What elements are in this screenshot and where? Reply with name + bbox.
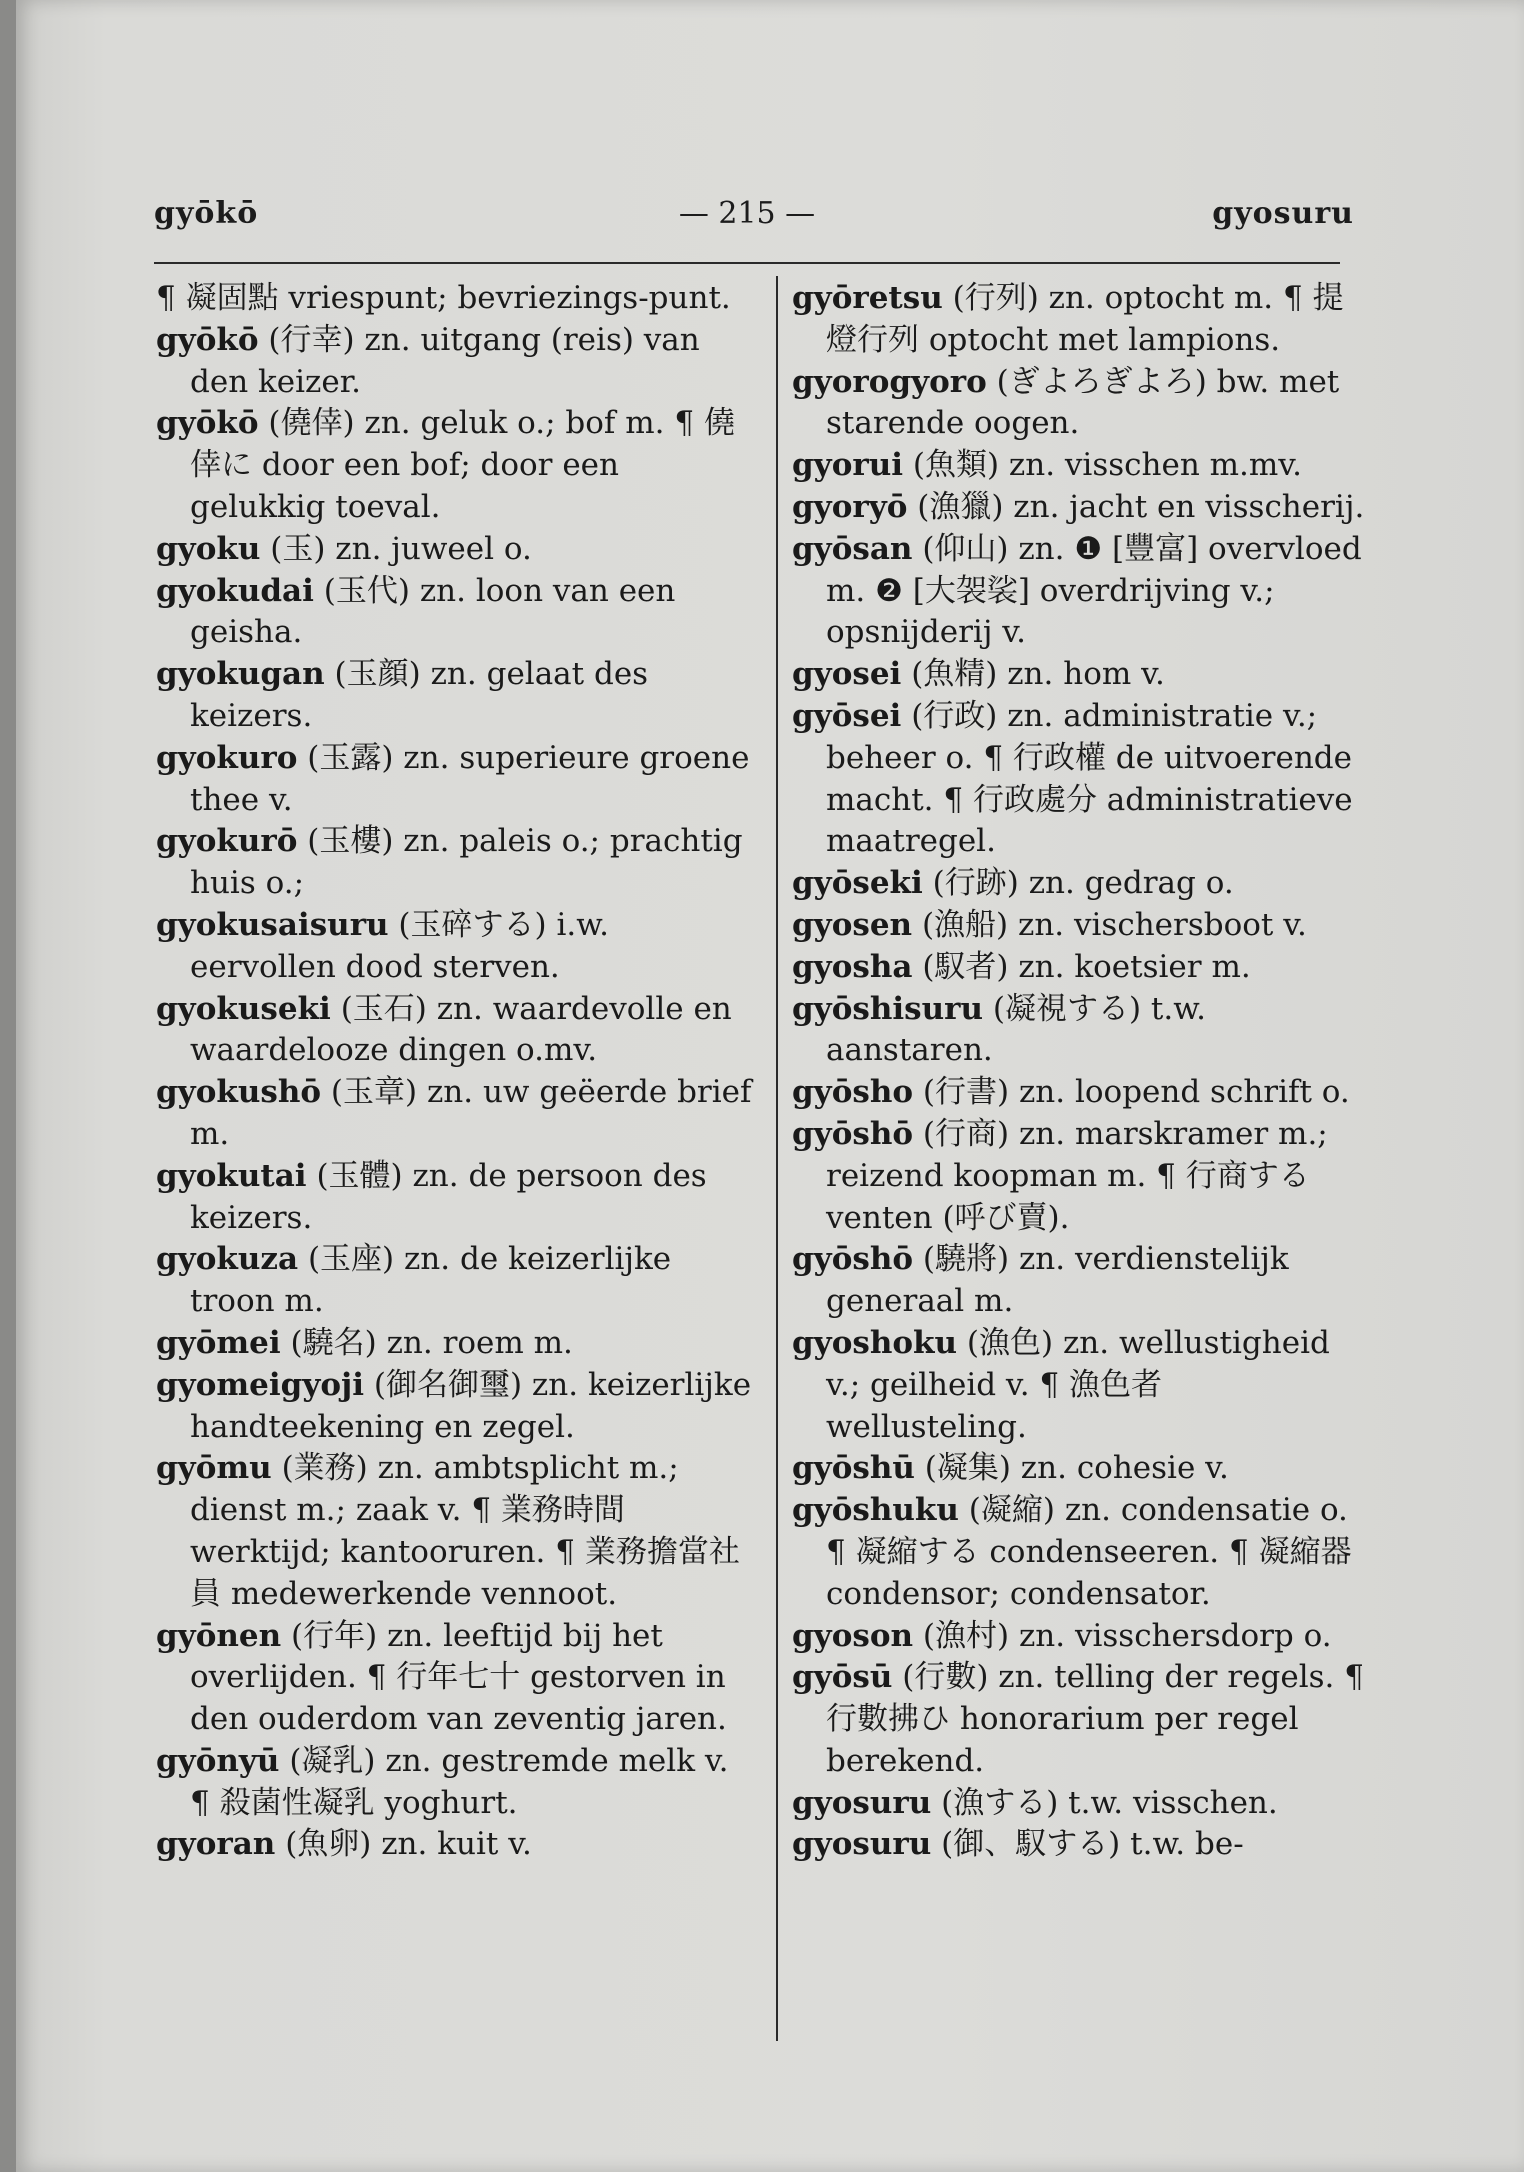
definition: (凝乳) zn. gestremde melk v. ¶ 殺菌性凝乳 yoghurt. — [190, 1742, 729, 1821]
headword: gyosuru — [792, 1826, 932, 1863]
definition: (驍將) zn. verdienstelijk generaal m. — [826, 1241, 1289, 1320]
dictionary-entry — [792, 529, 1367, 654]
definition: (行幸) zn. uitgang (reis) van den keizer. — [190, 321, 700, 400]
headword: gyōseki — [792, 865, 923, 902]
page-number: — 215 — — [678, 196, 816, 231]
dictionary-entry — [156, 403, 756, 528]
definition: (行列) zn. optocht m. ¶ 提燈行列 optocht met lampions. — [826, 280, 1344, 358]
headword: gyokurō — [156, 823, 298, 860]
page-header — [140, 196, 1354, 242]
definition: (凝集) zn. cohesie v. — [924, 1450, 1229, 1487]
header-right-guideword: gyosuru — [1212, 196, 1354, 231]
dictionary-entry — [156, 1072, 756, 1156]
definition: (玉樓) zn. paleis o.; prachtig huis o.; — [190, 823, 743, 902]
left-column — [156, 278, 756, 1866]
headword: gyōkō — [156, 321, 259, 358]
definition: (玉代) zn. loon van een geisha. — [190, 572, 676, 651]
dictionary-page — [16, 0, 1524, 2172]
header-rule — [154, 262, 1340, 264]
headword: gyōkō — [156, 405, 259, 442]
headword: gyōsan — [792, 530, 913, 567]
definition: (行政) zn. administratie v.; beheer o. ¶ 行政權 de uitvoerende macht. ¶ 行政處分 administratieve maatregel. — [826, 697, 1353, 860]
definition: (仰山) zn. ❶ [豐富] overvloed m. ❷ [大袈裟] overdrijving v.; opsnijderij v. — [826, 530, 1362, 651]
definition: (玉章) zn. uw geëerde brief m. — [190, 1074, 752, 1152]
definition: (僥倖) zn. geluk o.; bof m. ¶ 僥倖に door een bof; door een gelukkig toeval. — [190, 405, 735, 525]
dictionary-entry — [156, 278, 756, 320]
dictionary-entry — [792, 989, 1367, 1073]
definition: (漁色) zn. wellustigheid v.; geilheid v. ¶ 漁色者 wellusteling. — [826, 1324, 1330, 1445]
dictionary-entry — [792, 1448, 1367, 1490]
dictionary-entry — [156, 654, 756, 738]
headword: gyosuru — [792, 1784, 932, 1821]
definition: (行年) zn. leeftijd bij het overlijden. ¶ 行年七十 gestorven in den ouderdom van zeventig jaren. — [190, 1617, 727, 1738]
definition: (漁船) zn. vischersboot v. — [921, 906, 1307, 943]
dictionary-entry — [156, 1365, 756, 1449]
dictionary-entry — [156, 821, 756, 905]
definition: (玉顔) zn. gelaat des keizers. — [190, 656, 649, 734]
dictionary-entry — [792, 696, 1367, 863]
headword: gyoshoku — [792, 1324, 958, 1361]
headword: gyokugan — [156, 656, 325, 693]
dictionary-entry — [792, 1783, 1367, 1825]
header-left-guideword: gyōkō — [154, 196, 259, 231]
dictionary-entry — [156, 1824, 756, 1866]
definition: (魚類) zn. visschen m.mv. — [912, 447, 1302, 484]
dictionary-entry — [792, 1490, 1367, 1615]
headword: gyōshō — [792, 1241, 914, 1278]
dictionary-entry — [156, 1616, 756, 1741]
dictionary-entry — [792, 1323, 1367, 1448]
definition: (ぎよろぎよろ) bw. met starende oogen. — [826, 363, 1340, 442]
headword: gyōretsu — [792, 280, 943, 316]
definition: (玉) zn. juweel o. — [270, 530, 532, 567]
dictionary-entry — [156, 1741, 756, 1825]
right-column — [792, 278, 1367, 1866]
definition: ¶ 凝固點 vriespunt; bevriezings-punt. — [156, 280, 731, 316]
dictionary-entry — [792, 905, 1367, 947]
dictionary-entry — [792, 362, 1367, 446]
dictionary-entry — [792, 278, 1367, 362]
headword: gyōsei — [792, 697, 902, 734]
dictionary-entry — [792, 1657, 1367, 1782]
dictionary-entry — [792, 1616, 1367, 1658]
definition: (魚精) zn. hom v. — [911, 656, 1165, 693]
definition: (業務) zn. ambtsplicht m.; dienst m.; zaak v. ¶ 業務時間 werktijd; kantooruren. ¶ 業務擔當社員 medewerkende vennoot. — [190, 1450, 740, 1612]
definition: (行數) zn. telling der regels. ¶ 行數拂ひ honorarium per regel berekend. — [826, 1659, 1364, 1779]
headword: gyoran — [156, 1826, 276, 1863]
headword: gyoson — [792, 1617, 914, 1654]
dictionary-entry — [792, 445, 1367, 487]
definition: (御、馭する) t.w. be- — [941, 1826, 1244, 1863]
definition: (驍名) zn. roem m. — [290, 1324, 573, 1361]
headword: gyokudai — [156, 572, 314, 609]
headword: gyorogyoro — [792, 363, 987, 400]
definition: (行商) zn. marskramer m.; reizend koopman m. ¶ 行商する venten (呼び賣). — [826, 1115, 1328, 1236]
headword: gyōshō — [792, 1115, 914, 1152]
dictionary-entry — [792, 1824, 1367, 1866]
dictionary-entry — [792, 863, 1367, 905]
dictionary-entry — [156, 1323, 756, 1365]
definition: (御名御璽) zn. keizerlijke handteekening en zegel. — [190, 1366, 752, 1445]
headword: gyokutai — [156, 1157, 307, 1194]
dictionary-entry — [156, 905, 756, 989]
dictionary-entry — [156, 1239, 756, 1323]
headword: gyosei — [792, 656, 902, 693]
dictionary-entry — [156, 320, 756, 404]
column-divider — [776, 276, 778, 2041]
headword: gyoryō — [792, 488, 908, 525]
headword: gyosha — [792, 948, 913, 985]
definition: (漁獵) zn. jacht en visscherij. — [917, 488, 1365, 525]
dictionary-entry — [156, 989, 756, 1073]
definition: (行跡) zn. gedrag o. — [932, 865, 1234, 902]
definition: (魚卵) zn. kuit v. — [285, 1826, 532, 1863]
definition: (凝縮) zn. condensatie o. ¶ 凝縮する condenseeren. ¶ 凝縮器 condensor; condensator. — [826, 1492, 1352, 1612]
headword: gyorui — [792, 447, 904, 484]
definition: (玉體) zn. de persoon des keizers. — [190, 1157, 707, 1236]
headword: gyokuseki — [156, 990, 331, 1027]
headword: gyōshū — [792, 1450, 915, 1487]
dictionary-entry — [156, 1448, 756, 1615]
definition: (漁する) t.w. visschen. — [941, 1784, 1278, 1821]
definition: (凝視する) t.w. aanstaren. — [826, 990, 1206, 1069]
dictionary-entry — [792, 1239, 1367, 1323]
dictionary-entry — [156, 571, 756, 655]
dictionary-entry — [792, 487, 1367, 529]
dictionary-entry — [792, 1072, 1367, 1114]
headword: gyōmei — [156, 1324, 281, 1361]
definition: (玉座) zn. de keizerlijke troon m. — [190, 1241, 672, 1320]
headword: gyōnyū — [156, 1742, 280, 1779]
definition: (馭者) zn. koetsier m. — [922, 948, 1251, 985]
headword: gyokuza — [156, 1241, 299, 1278]
dictionary-entry — [156, 529, 756, 571]
headword: gyomeigyoji — [156, 1366, 365, 1403]
dictionary-entry — [792, 654, 1367, 696]
dictionary-entry — [792, 1114, 1367, 1239]
headword: gyōshuku — [792, 1492, 959, 1529]
dictionary-entry — [156, 738, 756, 822]
headword: gyokushō — [156, 1074, 322, 1111]
definition: (漁村) zn. visschersdorp o. — [922, 1617, 1332, 1654]
headword: gyokuro — [156, 739, 298, 776]
headword: gyōshisuru — [792, 990, 983, 1027]
dictionary-entry — [792, 947, 1367, 989]
definition: (玉碎する) i.w. eervollen dood sterven. — [190, 906, 609, 985]
headword: gyōnen — [156, 1617, 282, 1654]
definition: (玉石) zn. waardevolle en waardelooze dingen o.mv. — [190, 990, 732, 1069]
headword: gyoku — [156, 530, 261, 567]
definition: (玉露) zn. superieure groene thee v. — [190, 739, 750, 818]
headword: gyōsho — [792, 1074, 914, 1111]
dictionary-entry — [156, 1156, 756, 1240]
headword: gyōsū — [792, 1659, 893, 1696]
headword: gyōmu — [156, 1450, 272, 1487]
definition: (行書) zn. loopend schrift o. — [922, 1074, 1350, 1111]
headword: gyokusaisuru — [156, 906, 389, 943]
headword: gyosen — [792, 906, 913, 943]
